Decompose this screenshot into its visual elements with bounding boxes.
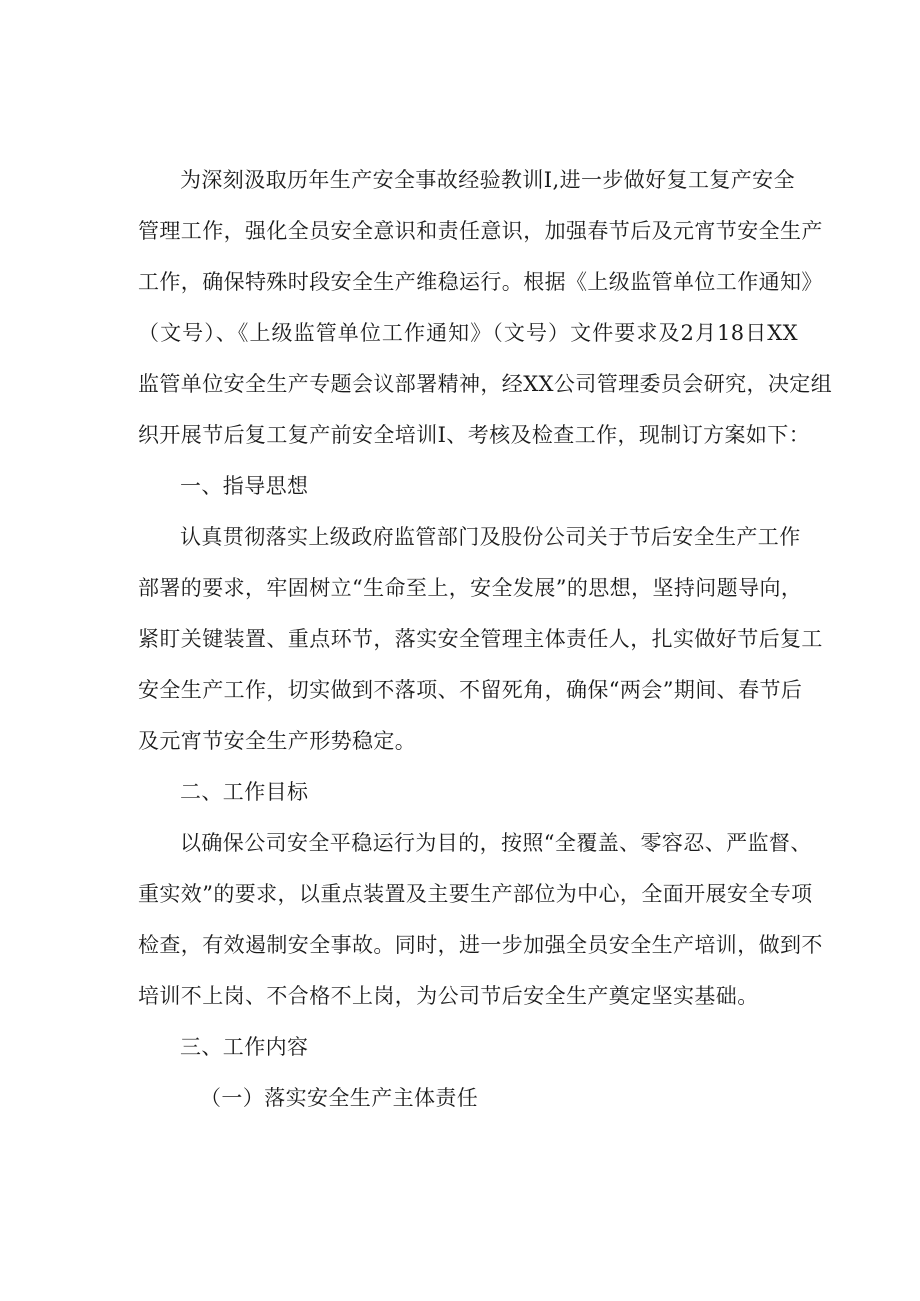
paragraph-3-line-1: 以确保公司安全平稳运行为目的，按照“全覆盖、零容忍、严监督、 [180,831,812,855]
paragraph-1-line-1: 为深刻汲取历年生产安全事故经验教训I,进一步做好复工复产安全 [180,168,795,192]
subheading-implement-responsibility: （一）落实安全生产主体责任 [200,1086,479,1110]
paragraph-2-line-4: 安全生产工作，切实做到不落项、不留死角，确保“两会”期间、春节后 [138,678,803,702]
heading-work-content: 三、工作内容 [180,1035,309,1059]
paragraph-3-line-2: 重实效”的要求，以重点装置及主要生产部位为中心，全面开展安全专项 [138,882,813,906]
paragraph-1-line-4: （文号）、《上级监管单位工作通知》（文号）文件要求及2月18日XX [138,321,798,345]
paragraph-1-line-5: 监管单位安全生产专题会议部署精神，经XX公司管理委员会研究，决定组 [138,372,833,396]
heading-work-goals: 二、工作目标 [180,780,309,804]
paragraph-2-line-3: 紧盯关键装置、重点环节，落实安全管理主体责任人，扎实做好节后复工 [138,627,823,651]
paragraph-1-line-2: 管理工作，强化全员安全意识和责任意识，加强春节后及元宵节安全生产 [138,219,823,243]
heading-guiding-ideology: 一、指导思想 [180,474,309,498]
paragraph-1-line-6: 织开展节后复工复产前安全培训I、考核及检查工作，现制订方案如下： [138,423,811,447]
paragraph-2-line-1: 认真贯彻落实上级政府监管部门及股份公司关于节后安全生产工作 [180,525,801,549]
paragraph-2-line-5: 及元宵节安全生产形势稳定。 [138,729,417,753]
paragraph-1-line-3: 工作，确保特殊时段安全生产维稳运行。根据《上级监管单位工作通知》 [138,270,823,294]
paragraph-3-line-3: 检查，有效遏制安全事故。同时，进一步加强全员安全生产培训，做到不 [138,933,823,957]
paragraph-2-line-2: 部署的要求，牢固树立“生命至上，安全发展”的思想，坚持问题导向， [138,576,803,600]
paragraph-3-line-4: 培训不上岗、不合格不上岗，为公司节后安全生产奠定坚实基础。 [138,984,759,1008]
